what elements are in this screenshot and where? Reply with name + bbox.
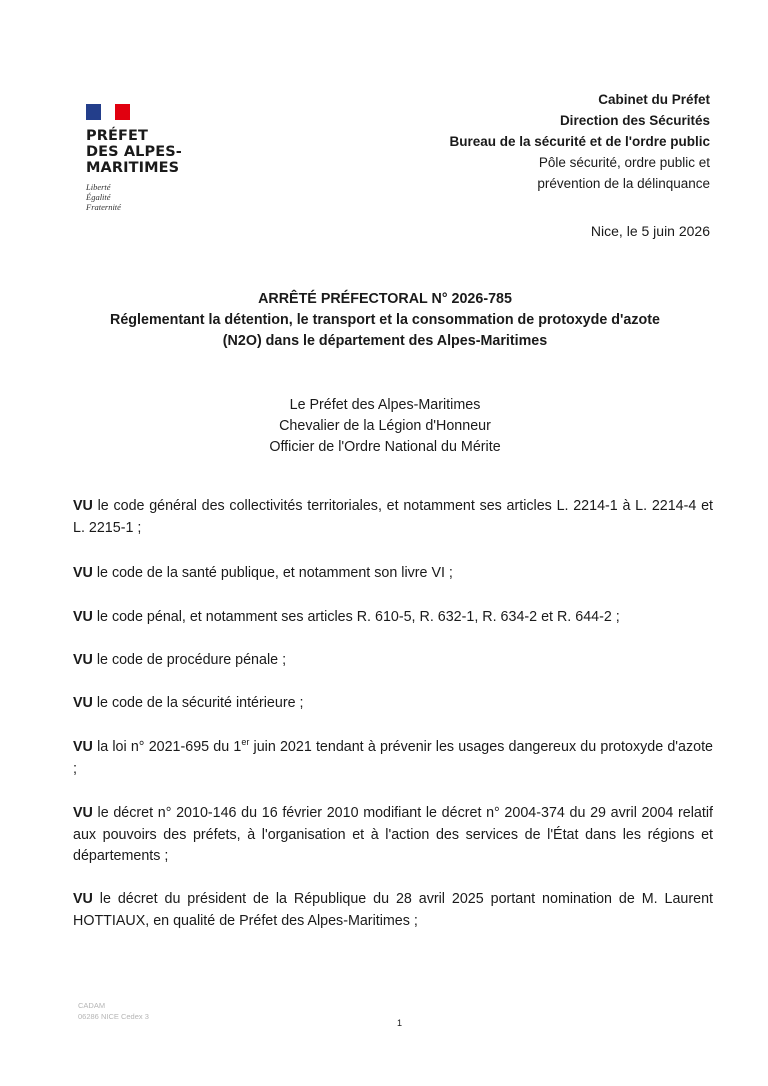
vu-label: VU	[73, 498, 93, 514]
decree-title	[60, 289, 710, 352]
decree-subject-line-2: (N2O) dans le département des Alpes-Maritimes	[222, 333, 548, 349]
vu-label: VU	[73, 609, 93, 625]
visa-text: le décret du président de la République du 28 avril 2025 portant nomination de M. Laurent HOTTIAUX, en qualité de Préfet des Alpes-Maritimes ;	[73, 891, 713, 929]
visa-text: le décret n° 2010-146 du 16 février 2010 modifiant le décret n° 2004-374 du 29 avril 2004 relatif aux pouvoirs des préfets, à l'organisation et à l'action des services de l'État dans les régions et départements ;	[73, 805, 713, 864]
vu-label: VU	[73, 805, 93, 821]
visa-superscript: er	[241, 737, 250, 748]
marianne-flag-icon	[86, 104, 130, 120]
motto-liberte: Liberté	[86, 182, 111, 192]
decree-number: ARRÊTÉ PRÉFECTORAL N° 2026-785	[258, 291, 512, 307]
logo-name-line-2: DES ALPES-	[86, 144, 182, 160]
visa-item	[73, 650, 713, 672]
logo-name-line-3: MARITIMES	[86, 160, 180, 176]
vu-label: VU	[73, 652, 93, 668]
motto-egalite: Égalité	[86, 192, 111, 202]
visa-item	[73, 496, 713, 539]
visa-item	[73, 889, 713, 932]
visa-item	[73, 563, 713, 585]
visa-item	[73, 607, 713, 629]
header-line-pole: Pôle sécurité, ordre public et	[538, 155, 710, 170]
footer-address-line-2: 06286 NICE Cedex 3	[78, 1012, 149, 1021]
authority-line-2: Chevalier de la Légion d'Honneur	[279, 418, 491, 434]
header-line-direction: Direction des Sécurités	[559, 113, 710, 128]
header-line-prevention: prévention de la délinquance	[537, 176, 710, 191]
visa-item	[73, 693, 713, 715]
header-line-cabinet: Cabinet du Préfet	[598, 92, 710, 107]
vu-label: VU	[73, 891, 93, 907]
decree-subject-line-1: Réglementant la détention, le transport et la consommation de protoxyde d'azote	[110, 312, 660, 328]
vu-label: VU	[73, 565, 93, 581]
vu-label: VU	[73, 739, 93, 755]
document-date: Nice, le 5 juin 2026	[590, 223, 710, 239]
visa-text: le code de la sécurité intérieure ;	[96, 695, 304, 711]
visa-text: le code de procédure pénale ;	[96, 652, 287, 668]
visa-text: le code de la santé publique, et notamment son livre VI ;	[96, 565, 453, 581]
authority-line-3: Officier de l'Ordre National du Mérite	[269, 439, 501, 455]
visa-text: le code pénal, et notamment ses articles R. 610-5, R. 632-1, R. 634-2 et R. 644-2 ;	[96, 609, 620, 625]
issuing-authority	[60, 395, 710, 458]
page-number: 1	[397, 1018, 403, 1028]
visa-text-continued: juin 2021 tendant à prévenir les usages dangereux du protoxyde d'azote ;	[73, 739, 713, 777]
logo-name-line-1: PRÉFET	[86, 128, 148, 144]
visa-text: le code général des collectivités territoriales, et notamment ses articles L. 2214-1 à L. 2214-4 et L. 2215-1 ;	[73, 498, 713, 536]
prefecture-logo	[86, 104, 216, 212]
footer-address-line-1: CADAM	[78, 1001, 106, 1010]
visa-text: la loi n° 2021-695 du 1	[97, 739, 242, 755]
motto-fraternite: Fraternité	[86, 202, 121, 212]
vu-label: VU	[73, 695, 93, 711]
visa-item	[73, 737, 713, 780]
issuing-service-header	[449, 89, 710, 194]
authority-line-1: Le Préfet des Alpes-Maritimes	[289, 397, 481, 413]
footer-address	[78, 1000, 149, 1022]
visa-item	[73, 803, 713, 868]
logo-motto	[86, 182, 216, 212]
header-line-bureau: Bureau de la sécurité et de l'ordre public	[449, 134, 710, 149]
